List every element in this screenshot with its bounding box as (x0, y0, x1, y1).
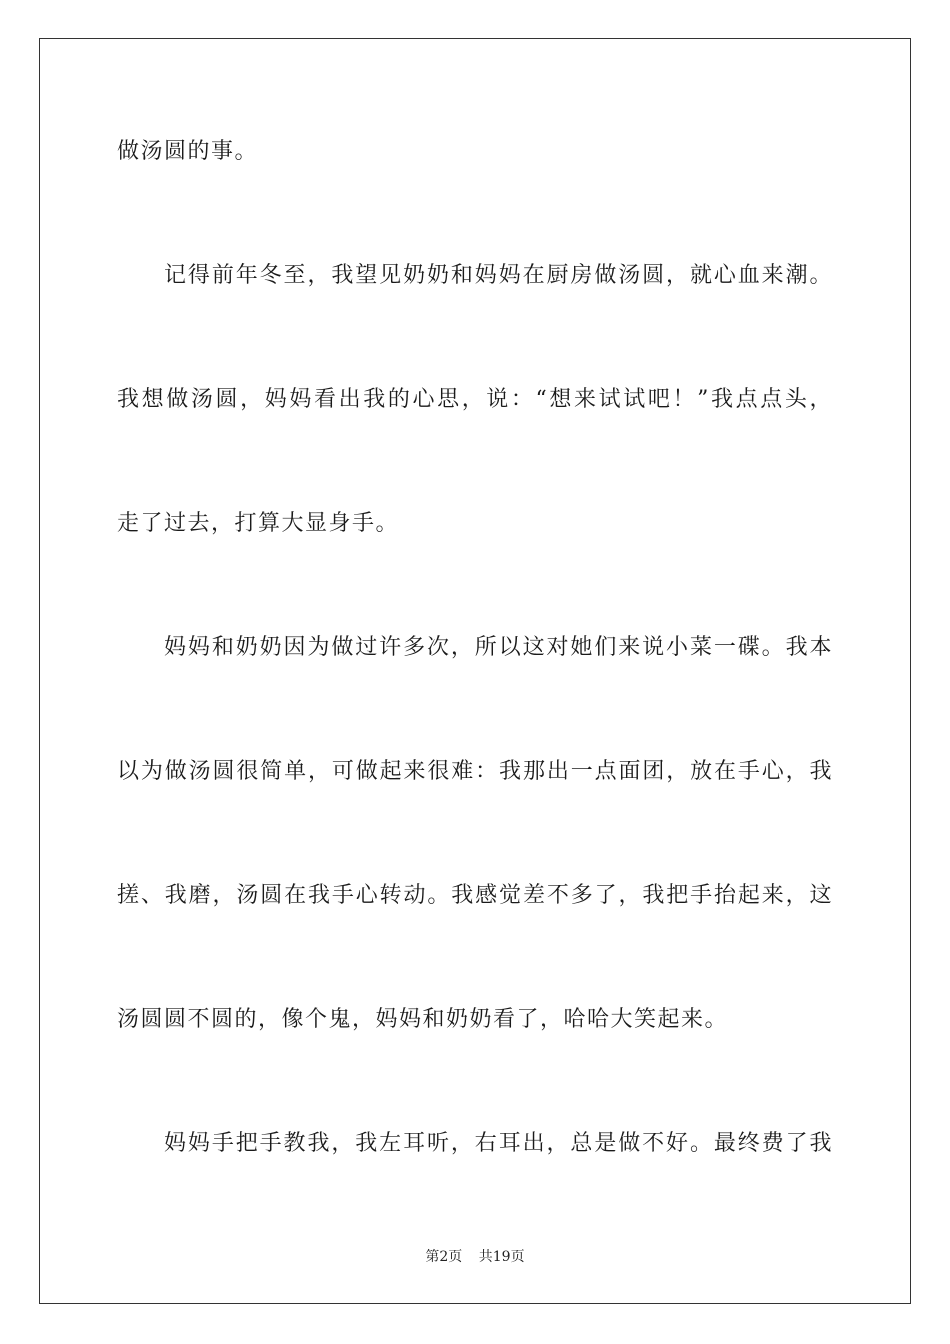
paragraph-line-2: 记得前年冬至，我望见奶奶和妈妈在厨房做汤圆，就心血来潮。 (164, 263, 833, 288)
paragraph-line-6: 以为做汤圆很简单，可做起来很难：我那出一点面团，放在手心，我 (117, 759, 833, 784)
page-border (39, 38, 911, 1304)
paragraph-line-3: 我想做汤圆，妈妈看出我的心思，说：“想来试试吧！”我点点头， (117, 387, 833, 412)
page-number: 第2页 (425, 1249, 463, 1265)
text-line-1: 做汤圆的事。 (117, 139, 259, 164)
page-footer (0, 1247, 950, 1267)
paragraph-line-5: 妈妈和奶奶因为做过许多次，所以这对她们来说小菜一碟。我本 (164, 635, 833, 660)
total-pages: 共19页 (478, 1249, 525, 1265)
paragraph-line-9: 妈妈手把手教我，我左耳听，右耳出，总是做不好。最终费了我 (164, 1131, 833, 1156)
paragraph-line-8: 汤圆圆不圆的，像个鬼，妈妈和奶奶看了，哈哈大笑起来。 (117, 1007, 729, 1032)
paragraph-line-4: 走了过去，打算大显身手。 (117, 511, 400, 536)
paragraph-line-7: 搓、我磨，汤圆在我手心转动。我感觉差不多了，我把手抬起来，这 (117, 883, 833, 908)
